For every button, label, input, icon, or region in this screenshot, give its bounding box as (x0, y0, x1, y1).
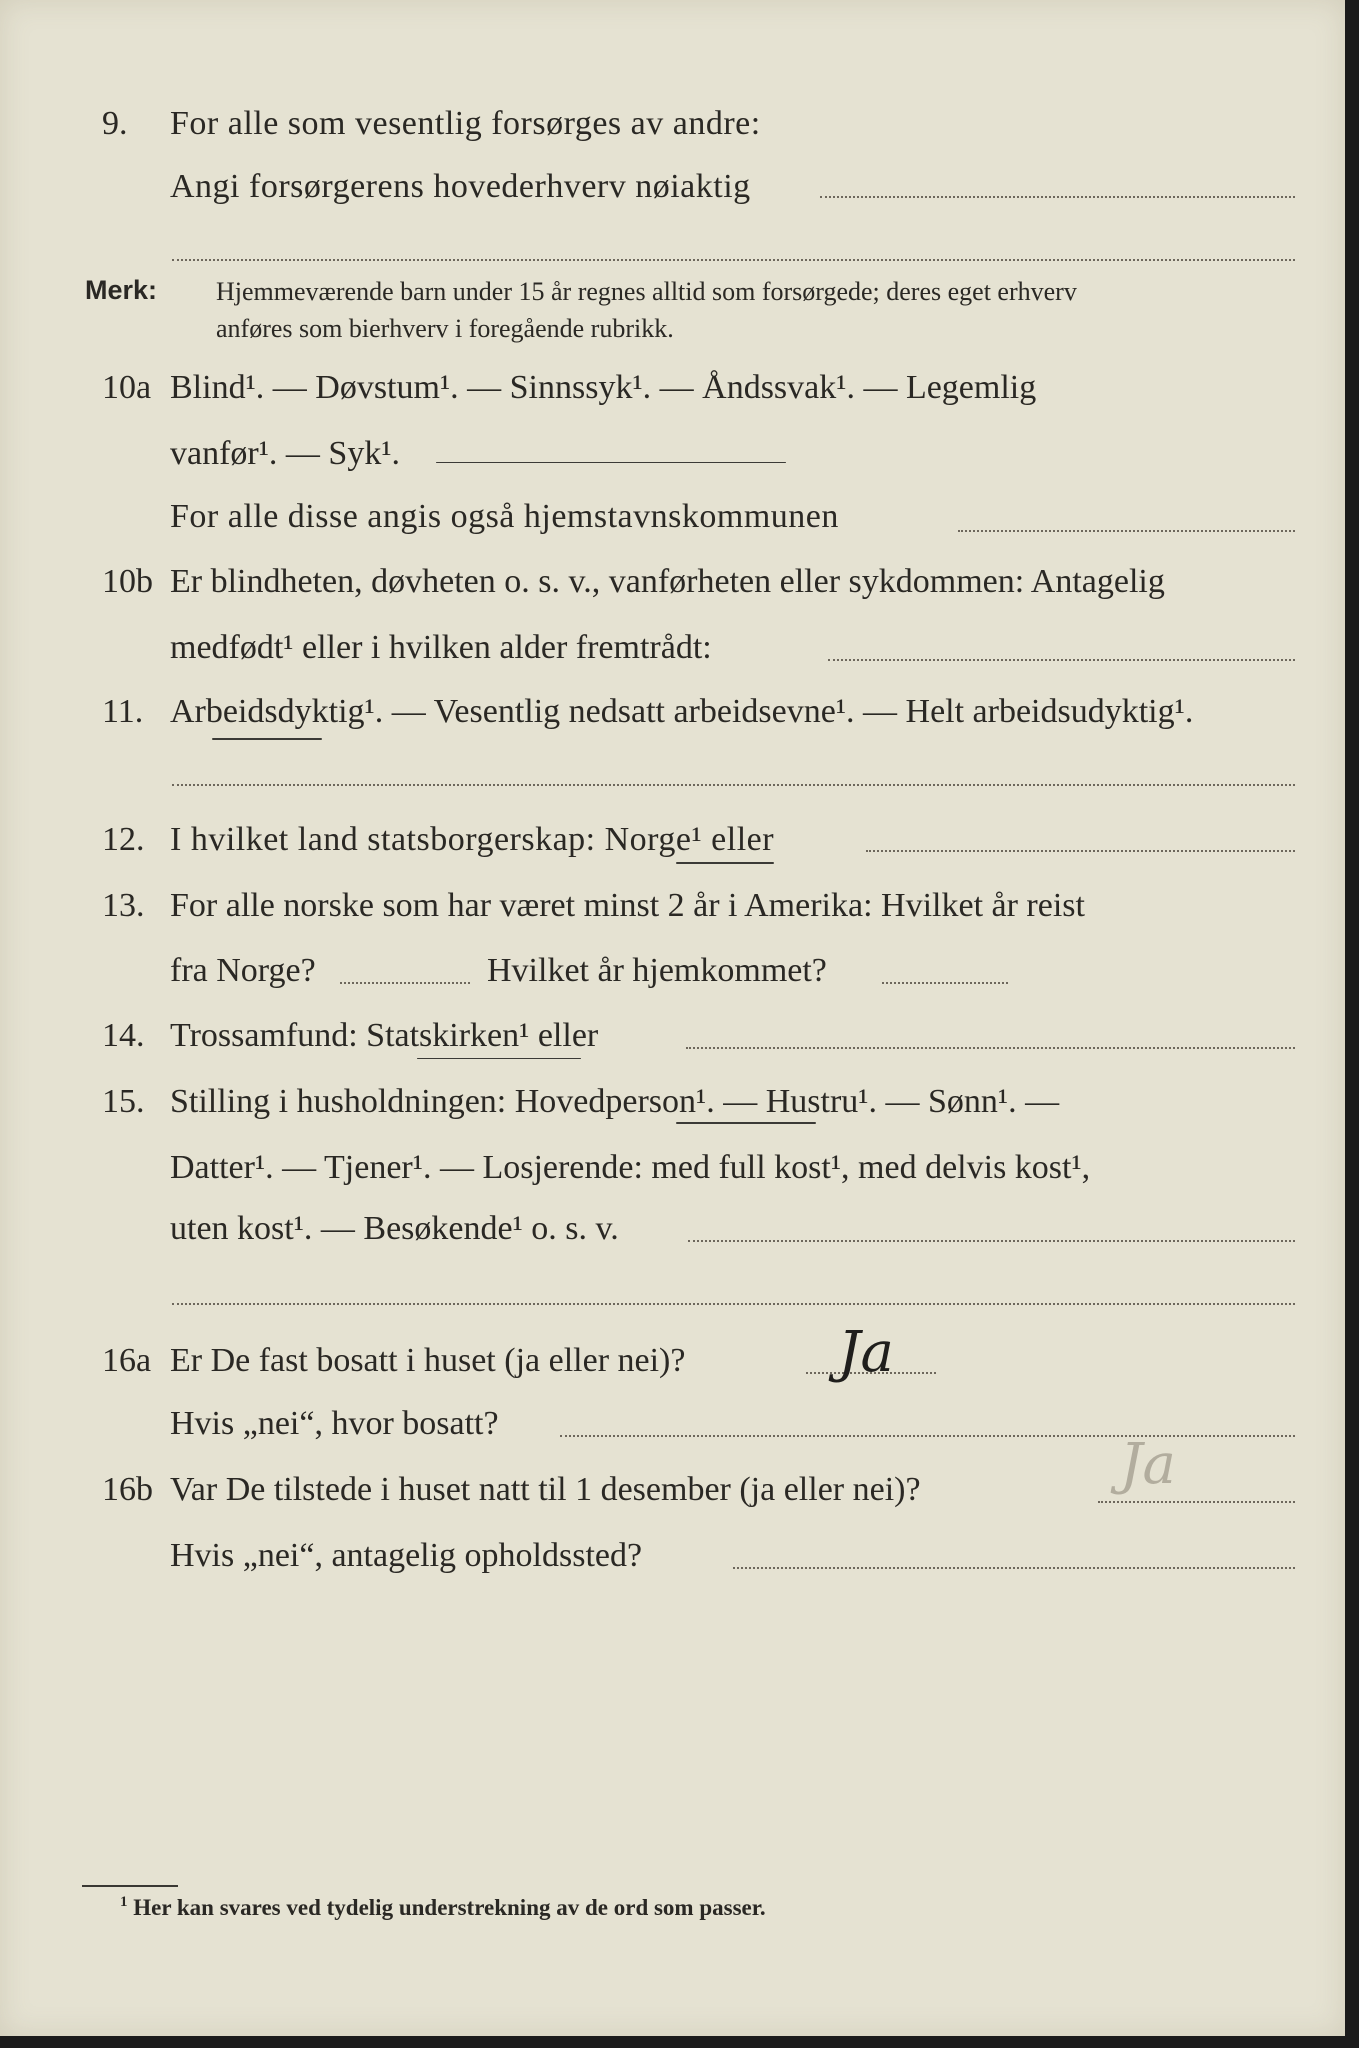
answer-line[interactable] (436, 462, 786, 463)
footnote-rule (82, 1885, 178, 1887)
answer-line[interactable] (172, 784, 1295, 786)
item-10a-home-municipality: For alle disse angis også hjemstavnskommunen (170, 498, 839, 535)
item-number: 10a (102, 369, 152, 406)
answer-line[interactable] (172, 1303, 1295, 1305)
item-10b-row-1 (0, 552, 1345, 612)
answer-line[interactable] (882, 982, 1008, 984)
item-13-row-2 (0, 941, 1345, 1001)
item-9-row-1 (0, 94, 1345, 154)
answer-line[interactable] (172, 259, 1295, 261)
footnote-text: Her kan svares ved tydelig understrekning av de ord som passer. (133, 1895, 766, 1920)
item-14-row (0, 1006, 1345, 1066)
answer-line[interactable] (820, 196, 1295, 198)
answer-line[interactable] (1098, 1501, 1295, 1503)
item-16b-whereabouts: Hvis „nei“, antagelig opholdssted? (170, 1537, 643, 1574)
answer-line[interactable] (828, 659, 1295, 661)
item-15-row-3 (0, 1199, 1345, 1259)
item-16b-question: Var De tilstede i huset natt til 1 desember (ja eller nei)? (170, 1471, 921, 1508)
handwritten-underline-norge (676, 862, 774, 864)
answer-line[interactable] (958, 530, 1295, 532)
item-number: 11. (102, 693, 144, 730)
handwritten-answer-16b: Ja (1120, 1432, 1176, 1497)
item-number: 9. (102, 105, 128, 142)
item-9-row-2 (0, 157, 1345, 217)
answer-line[interactable] (688, 1240, 1295, 1242)
note-label: Merk: (85, 275, 158, 305)
item-16b-row-2 (0, 1526, 1345, 1586)
item-15-options-end: uten kost¹. — Besøkende¹ o. s. v. (170, 1210, 619, 1247)
item-10b-row-2 (0, 618, 1345, 678)
item-16a-residence: Hvis „nei“, hvor bosatt? (170, 1405, 499, 1442)
handwritten-underline-arbeidsdyktig (212, 738, 322, 740)
item-number: 15. (102, 1083, 145, 1120)
item-14-question: Trossamfund: Statskirken¹ eller (170, 1017, 599, 1054)
note-text-line-2: anføres som bierhverv i foregående rubrikk. (216, 314, 674, 343)
item-11-row (0, 682, 1345, 742)
item-9-question: For alle som vesentlig forsørges av andre: (170, 105, 761, 142)
item-13-question: For alle norske som har været minst 2 år i Amerika: Hvilket år reist (170, 887, 1085, 924)
item-number: 12. (102, 821, 145, 858)
item-10a-row-1 (0, 358, 1345, 418)
item-10a-row-3 (0, 487, 1345, 547)
answer-line[interactable] (340, 982, 470, 984)
item-15-options-cont: Datter¹. — Tjener¹. — Losjerende: med full kost¹, med delvis kost¹, (170, 1149, 1091, 1186)
item-15-row-1 (0, 1072, 1345, 1132)
footnote (120, 1890, 766, 1926)
item-16a-row-1 (0, 1331, 1345, 1391)
item-13-row-1 (0, 876, 1345, 936)
item-10a-options: Blind¹. — Døvstum¹. — Sinnssyk¹. — Åndssvak¹. — Legemlig (170, 369, 1037, 406)
handwritten-answer-16a: Ja (838, 1320, 894, 1385)
item-number: 14. (102, 1017, 145, 1054)
item-number: 13. (102, 887, 145, 924)
item-10b-question: Er blindheten, døvheten o. s. v., vanførheten eller sykdommen: Antagelig (170, 563, 1165, 600)
answer-line[interactable] (733, 1567, 1295, 1569)
item-15-row-2 (0, 1138, 1345, 1198)
answer-line[interactable] (866, 850, 1295, 852)
item-10b-question-cont: medfødt¹ eller i hvilken alder fremtrådt: (170, 629, 712, 666)
item-12-row (0, 810, 1345, 870)
answer-line[interactable] (560, 1435, 1295, 1437)
item-10a-row-2 (0, 424, 1345, 484)
item-15-options: Stilling i husholdningen: Hovedperson¹. — Hustru¹. — Sønn¹. — (170, 1083, 1060, 1120)
answer-line[interactable] (686, 1047, 1295, 1049)
item-9-instruction: Angi forsørgerens hovederhverv nøiaktig (170, 168, 751, 205)
item-11-options: Arbeidsdyktig¹. — Vesentlig nedsatt arbeidsevne¹. — Helt arbeidsudyktig¹. (170, 693, 1194, 730)
handwritten-underline-hovedperson (676, 1122, 816, 1124)
note-text-line-1: Hjemmeværende barn under 15 år regnes alltid som forsørgede; deres eget erhverv (216, 277, 1077, 306)
item-13-departure-year: fra Norge? (170, 952, 316, 989)
item-12-question: I hvilket land statsborgerskap: Norge¹ eller (170, 821, 775, 858)
handwritten-underline-statskirken (417, 1058, 581, 1059)
item-16a-question: Er De fast bosatt i huset (ja eller nei)? (170, 1342, 686, 1379)
item-number: 16a (102, 1342, 152, 1379)
item-13-return-year: Hvilket år hjemkommet? (487, 952, 827, 989)
item-number: 10b (102, 563, 153, 600)
footnote-marker: 1 (120, 1894, 128, 1910)
item-10a-options-cont: vanfør¹. — Syk¹. (170, 435, 401, 472)
item-number: 16b (102, 1471, 153, 1508)
